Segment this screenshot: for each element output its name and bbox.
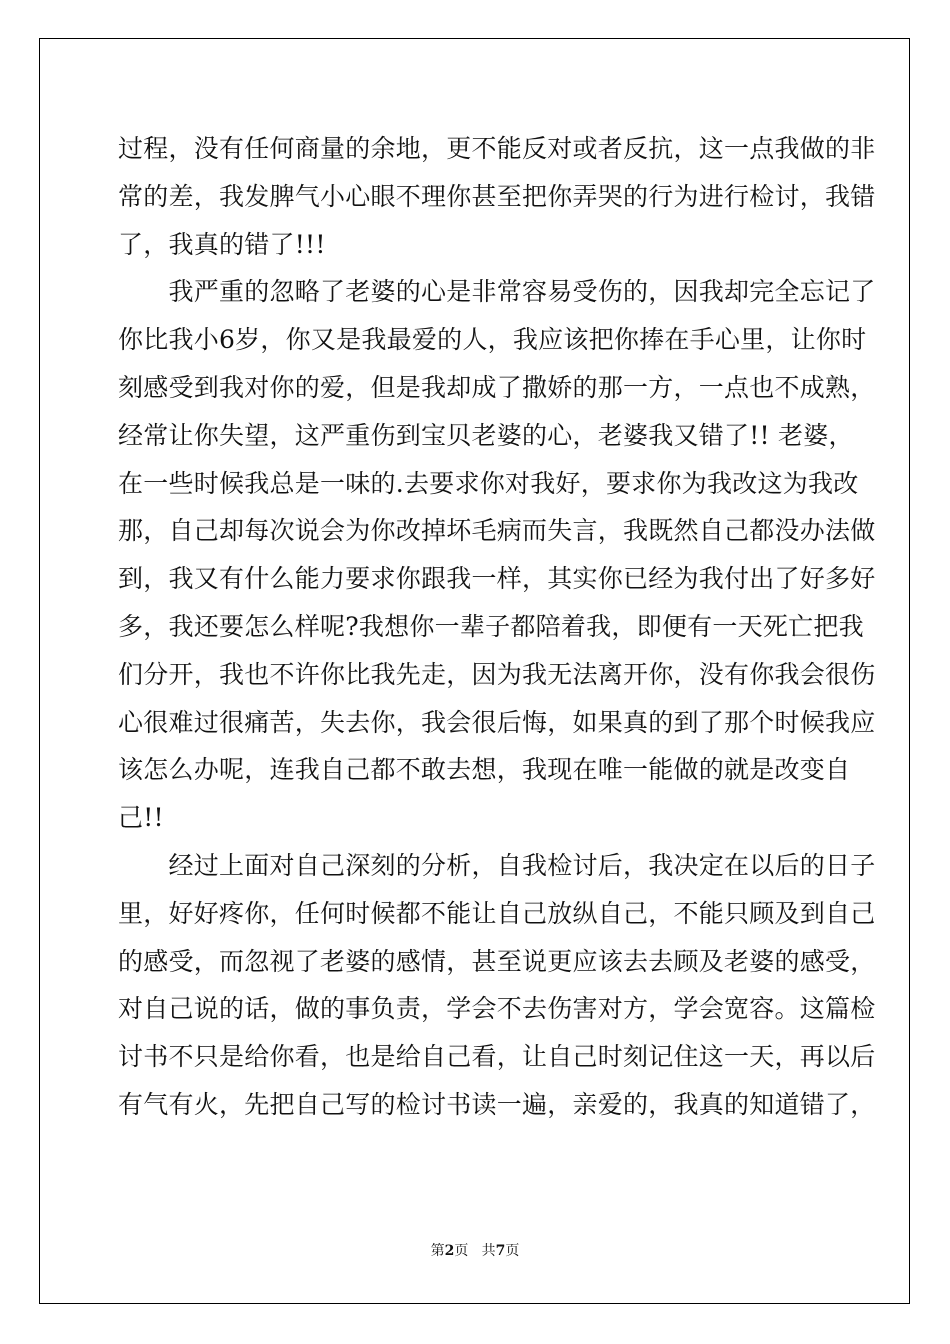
body-line: 在一些时候我总是一味的.去要求你对我好，要求你为我改这为我改 xyxy=(118,468,859,498)
body-line: 讨书不只是给你看，也是给自己看，让自己时刻记住这一天，再以后 xyxy=(118,1042,876,1072)
body-line: 你比我小6岁，你又是我最爱的人，我应该把你捧在手心里，让你时 xyxy=(118,325,867,355)
body-line: 刻感受到我对你的爱，但是我却成了撒娇的那一方，一点也不成熟， xyxy=(118,372,876,402)
body-line: 己!! xyxy=(118,803,164,833)
document-body xyxy=(118,125,876,1129)
body-line: 里，好好疼你，任何时候都不能让自己放纵自己，不能只顾及到自己 xyxy=(118,898,876,928)
body-line: 那，自己却每次说会为你改掉坏毛病而失言，我既然自己都没办法做 xyxy=(118,516,876,546)
body-line: 心很难过很痛苦，失去你，我会很后悔，如果真的到了那个时候我应 xyxy=(118,707,876,737)
body-line: 了，我真的错了!!! xyxy=(118,229,326,259)
body-line: 我严重的忽略了老婆的心是非常容易受伤的，因我却完全忘记了 xyxy=(118,277,876,307)
page-footer xyxy=(0,1240,950,1260)
body-line: 有气有火，先把自己写的检讨书读一遍，亲爱的，我真的知道错了， xyxy=(118,1089,876,1119)
body-line: 常的差，我发脾气小心眼不理你甚至把你弄哭的行为进行检讨，我错 xyxy=(118,181,876,211)
total-prefix: 共 xyxy=(481,1243,496,1259)
body-line: 们分开，我也不许你比我先走，因为我无法离开你，没有你我会很伤 xyxy=(118,659,876,689)
body-line: 经过上面对自己深刻的分析，自我检讨后，我决定在以后的日子 xyxy=(118,850,876,880)
body-line: 对自己说的话，做的事负责，学会不去伤害对方，学会宽容。这篇检 xyxy=(118,994,876,1024)
page-prefix: 第 xyxy=(430,1243,445,1259)
page-unit: 页 xyxy=(454,1243,469,1259)
page-current: 2 xyxy=(444,1243,455,1259)
body-line: 的感受，而忽视了老婆的感情，甚至说更应该去去顾及老婆的感受， xyxy=(118,946,876,976)
body-line: 经常让你失望，这严重伤到宝贝老婆的心，老婆我又错了!! 老婆， xyxy=(118,420,854,450)
body-line: 过程，没有任何商量的余地，更不能反对或者反抗，这一点我做的非 xyxy=(118,134,876,163)
page-total: 7 xyxy=(495,1243,506,1259)
body-line: 该怎么办呢，连我自己都不敢去想，我现在唯一能做的就是改变自 xyxy=(118,755,851,785)
total-unit: 页 xyxy=(505,1243,520,1259)
body-line: 到，我又有什么能力要求你跟我一样，其实你已经为我付出了好多好 xyxy=(118,564,876,594)
body-line: 多，我还要怎么样呢?我想你一辈子都陪着我，即便有一天死亡把我 xyxy=(118,611,864,641)
